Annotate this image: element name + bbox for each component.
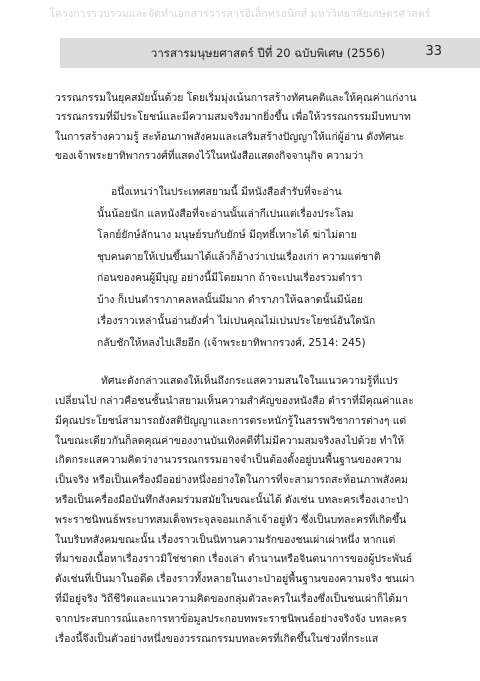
text-line: ทัศนะดังกล่าวแสดงให้เห็นถึงกระแสความสนใจในแนวความรู้ที่แปร: [101, 375, 399, 388]
text-line: เกิดกระแสความคิดว่างานวรรณกรรมอาจจำเป็นต้องตั้งอยู่บนพื้นฐานของความ: [55, 454, 402, 467]
text-line: เปลี่ยนไป กล่าวคือชนชั้นนำสยามเห็นความสำคัญของหนังสือ ตำราที่มีคุณค่าและ: [55, 394, 414, 407]
block-quote: [55, 182, 430, 354]
text-line: พระราชนิพนธ์พระบาทสมเด็จพระจุลจอมเกล้าเจ้าอยู่หัว ซึ่งเป็นบทละครที่เกิดขึ้น: [55, 513, 407, 526]
quote-line: ชุบคนตายให้เปนขึ้นมาได้แล้วก็อ้างว่าเปนเรื่องเก่า ความแต่ชาติ: [97, 250, 381, 263]
text-line: จากประสบการณ์และการหาข้อมูลประกอบทพระราชนิพนธ์อย่างจริงจัง บทละคร: [55, 612, 407, 625]
quote-line: เรื่องราวเหล่านั้นอ่านยังค่ำ ไม่เปนคุณไม่เปนประโยชน์อันใดนัก: [97, 315, 376, 328]
text-line: ดังเช่นที่เป็นมาในอดีต เรื่องราวทั้งหลายในเงาะป่าอยู่พื้นฐานของความจริง ชนเผ่า: [55, 573, 415, 586]
watermark-text: โครงการรวบรวมและจัดทำเอกสารวารสารอิเล็กทรอนิกส์ มหาวิทยาลัยเกษตรศาสตร์: [49, 8, 431, 20]
quote-line: ก่อนของคนผู้มีบุญ อย่างนี้มีโดยมาก ถ้าจะเปนเรื่องรวมตำรา: [97, 272, 363, 285]
journal-title: วารสารมนุษยศาสตร์ ปีที่ 20 ฉบับพิเศษ (2556): [150, 46, 385, 60]
text-line: ในขณะเดียวกันก็ลดคุณค่าของงานบันเทิงคดีที่ไม่มีความสมจริงลงไปด้วย ทำให้: [55, 434, 405, 447]
quote-line: บ้าง ก็เปนตำราภาคลหลนั้นมีมาก ตำราภาให้ฉลาดนั้นมีน้อย: [97, 293, 364, 306]
text-line: ในการสร้างความรู้ สะท้อนภาพสังคมและเสริมสร้างปัญญาให้แก่ผู้อ่าน ดังทัศนะ: [55, 130, 405, 143]
text-line: เรื่องนี้จึงเป็นตัวอย่างหนึ่งของวรรณกรรมบทละครที่เกิดขึ้นในช่วงที่กระแส: [55, 632, 379, 645]
text-line: วรรณกรรมในยุคสมัยนั้นด้วย โดยเริ่มมุ่งเน้นการสร้างทัศนคติและให้คุณค่าแก่งาน: [55, 92, 417, 104]
text-line: หรือเป็นเครื่องมือบันทึกสังคมร่วมสมัยในขณะนั้นได้ ดังเช่น บทละครเรื่องเงาะป่า: [55, 493, 409, 506]
paragraph-intro: [55, 89, 430, 166]
text-line: ของเจ้าพระยาทิพากรวงศ์ที่แสดงไว้ในหนังสือแสดงกิจจานุกิจ ความว่า: [55, 149, 364, 162]
text-line: ที่มีอยู่จริง วิถีชีวิตและแนวความคิดของกลุ่มตัวละครในเรื่องซึ่งเป็นชนเผ่าก็ได้มา: [55, 592, 408, 605]
page-number: 33: [425, 44, 442, 59]
text-line: มีคุณประโยชน์สามารถยังสติปัญญาและการตระหนักรู้ในสรรพวิชาการต่างๆ แต่: [55, 414, 407, 427]
paragraph-analysis: [55, 372, 430, 649]
page-body: [55, 89, 430, 649]
text-line: วรรณกรรมที่มีประโยชน์และมีความสมจริงมากยิ่งขึ้น เพื่อให้วรรณกรรมมีบทบาท: [55, 111, 411, 124]
quote-line: นั้นน้อยนัก แลหนังสือที่จะอ่านนั้นเล่ากีเปนแต่เรื่องประโลม: [97, 207, 354, 220]
quote-line: อนึ่งเหนว่าในประเทศสยามนี้ มีหนังสือสำรับที่จะอ่าน: [111, 186, 342, 199]
text-line: ในบริบทสังคมขณะนั้น เรื่องราวเป็นนิทานความรักของชนเผ่าเผ่าหนึ่ง หากแต่: [55, 533, 396, 546]
quote-line: กลับชักให้หลงไปเสียอีก (เจ้าพระยาทิพากรวงศ์, 2514: 245): [97, 336, 366, 349]
text-line: ที่มาของเนื้อหาเรื่องราวมิใช่ชาดก เรื่องเล่า ตำนานหรือจินตนาการของผู้ประพันธ์: [55, 553, 413, 566]
text-line: เป็นจริง หรือเป็นเครื่องมืออย่างหนึ่งอย่างใดในการที่จะสามารถสะท้อนภาพสังคม: [55, 474, 409, 487]
quote-line: โลกย์ยักษ์ลักนาง มนุษย์รบกับยักษ์ มีฤทธิ์เหาะได้ ฆ่าไม่ตาย: [97, 229, 357, 242]
